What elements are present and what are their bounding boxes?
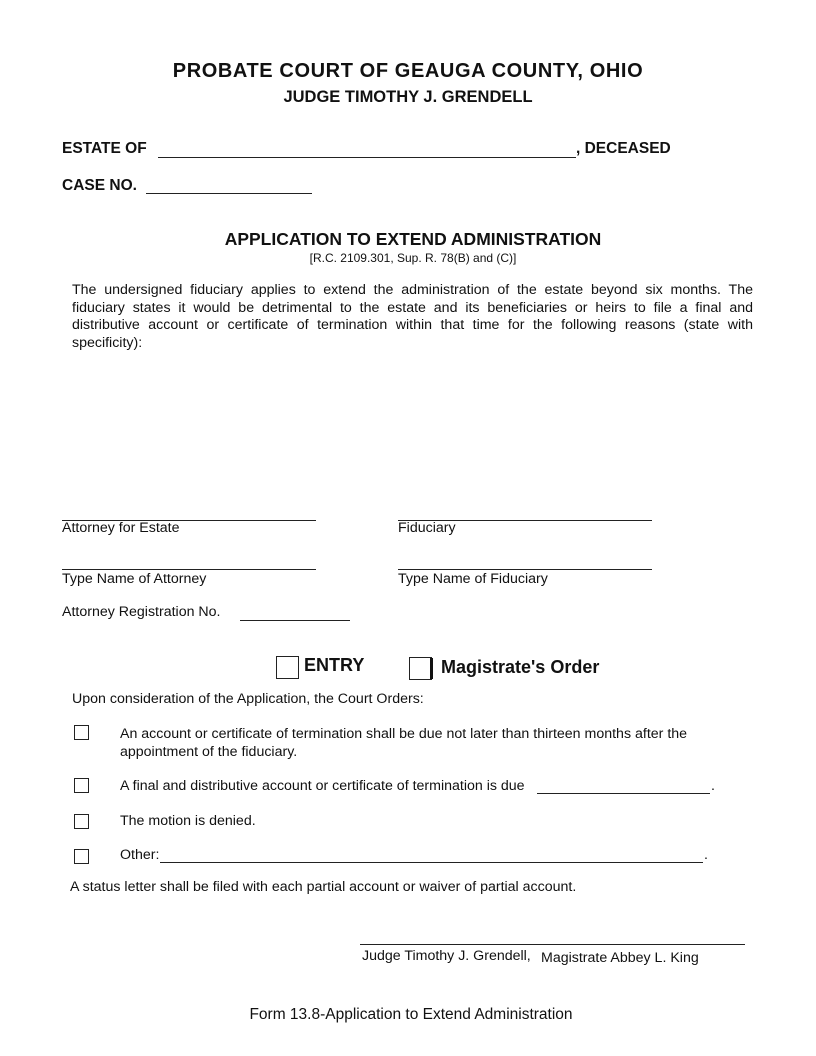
statute-citation: [R.C. 2109.301, Sup. R. 78(B) and (C)] [309,251,517,265]
entry-label: ENTRY [304,655,365,675]
magistrate-order-checkbox[interactable] [409,657,432,680]
order-option-checkbox[interactable] [74,725,89,740]
application-title: APPLICATION TO EXTEND ADMINISTRATION [224,229,602,249]
attorney-registration-label: Attorney Registration No. [62,604,221,620]
order-option-checkbox[interactable] [74,849,89,864]
order-option-thirteen-months: An account or certificate of termination shall be due not later than thirteen months after the appointment of the fiduciary. [120,726,688,760]
type-name-attorney-label: Type Name of Attorney [62,571,207,587]
case-no-label: CASE NO. [62,177,137,194]
judge-signature-line[interactable] [360,944,745,945]
attorney-for-estate-label: Attorney for Estate [62,520,180,536]
court-orders-intro: Upon consideration of the Application, the Court Orders: [72,691,424,707]
application-body: The undersigned fiduciary applies to extend the administration of the estate beyond six months. The fiduciary states it would be detrimental to the estate and its beneficiaries or heirs to file a final and distributive account or certificate of termination within that time for the following reasons (state with specificity): [72,282,753,351]
entry-checkbox[interactable] [276,656,299,679]
order-option-final-account: A final and distributive account or certificate of termination is due [120,778,525,794]
magistrate-signer-label: Magistrate Abbey L. King [541,950,699,966]
judge-title: JUDGE TIMOTHY J. GRENDELL [283,88,533,106]
order-option-checkbox[interactable] [74,814,89,829]
magistrate-order-label: Magistrate's Order [441,657,600,677]
order-option-other: Other: [120,847,160,863]
estate-of-label: ESTATE OF [62,140,147,157]
final-account-due-date-field[interactable] [537,793,710,794]
period-mark: . [704,847,708,863]
period-mark: . [711,778,715,794]
type-name-fiduciary-label: Type Name of Fiduciary [398,571,548,587]
deceased-label: , DECEASED [576,140,671,157]
attorney-registration-field[interactable] [240,620,350,621]
attorney-name-line[interactable] [62,569,316,570]
text-cursor-mark [430,658,433,679]
status-letter-note: A status letter shall be filed with each partial account or waiver of partial account. [70,879,577,895]
court-title: PROBATE COURT OF GEAUGA COUNTY, OHIO [172,60,644,82]
fiduciary-label: Fiduciary [398,520,456,536]
order-option-denied: The motion is denied. [120,813,256,829]
estate-name-field[interactable] [158,157,576,158]
judge-signer-label: Judge Timothy J. Grendell, [362,948,531,964]
other-order-field[interactable] [160,862,703,863]
fiduciary-name-line[interactable] [398,569,652,570]
form-footer: Form 13.8-Application to Extend Administration [249,1006,573,1023]
order-option-checkbox[interactable] [74,778,89,793]
case-number-field[interactable] [146,193,312,194]
